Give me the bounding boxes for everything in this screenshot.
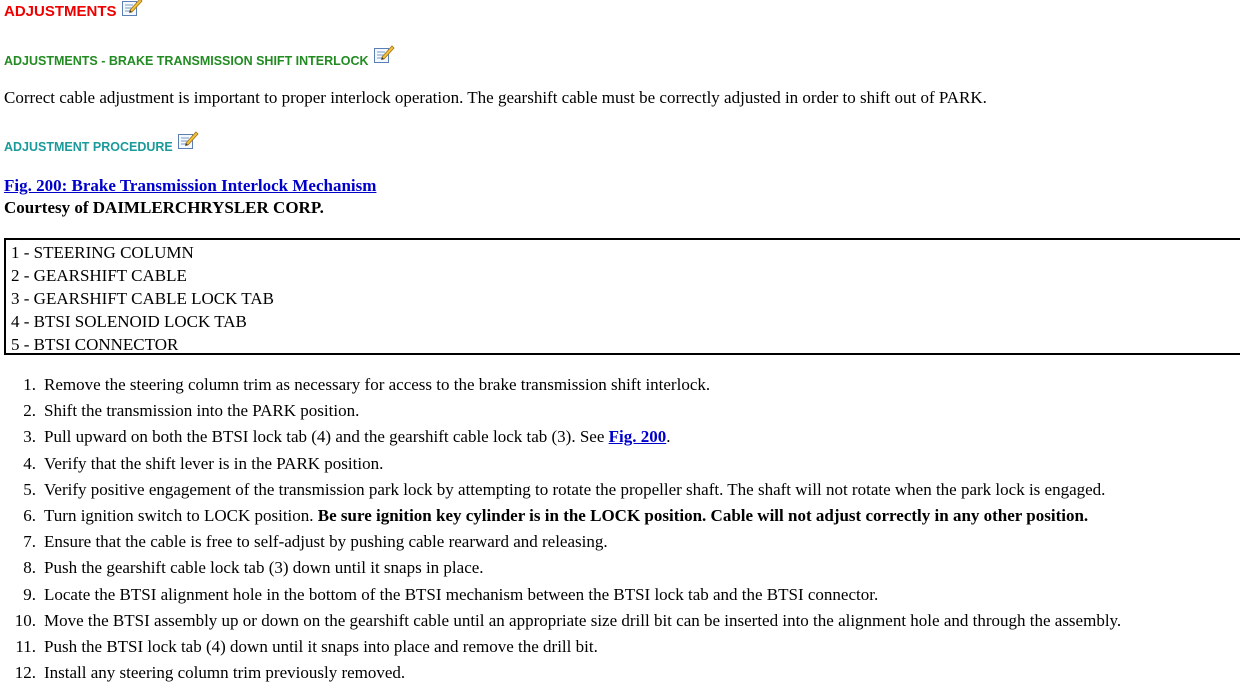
step-number: 12. bbox=[14, 663, 36, 682]
step-text: Remove the steering column trim as necessary for access to the brake transmission shift interlock. bbox=[44, 375, 711, 394]
step-number: 8. bbox=[23, 558, 36, 578]
step-text: Push the BTSI lock tab (4) down until it snaps into place and remove the drill bit. bbox=[44, 636, 598, 656]
step-warning: Be sure ignition key cylinder is in the LOCK position. Cable will not adjust correctly in any other position. bbox=[317, 505, 1089, 525]
intro-paragraph: Correct cable adjustment is important to proper interlock operation. The gearshift cable must be correctly adjusted in order to shift out of PARK. bbox=[4, 88, 987, 107]
step-text: Move the BTSI assembly up or down on the gearshift cable until an appropriate size drill bit can be inserted into the alignment hole and through the assembly. bbox=[44, 610, 1122, 630]
legend-item: 2 - GEARSHIFT CABLE bbox=[11, 266, 187, 285]
figure-link[interactable]: Fig. 200: Brake Transmission Interlock Mechanism bbox=[4, 176, 377, 195]
edit-notepad-icon[interactable] bbox=[121, 0, 143, 17]
step-text: Locate the BTSI alignment hole in the bottom of the BTSI mechanism between the BTSI lock tab and the BTSI connector. bbox=[44, 584, 879, 604]
main-heading-text: ADJUSTMENTS bbox=[4, 3, 117, 20]
step-number: 5. bbox=[23, 479, 36, 499]
section-heading bbox=[4, 44, 395, 68]
step-number: 4. bbox=[23, 453, 36, 473]
edit-notepad-icon[interactable] bbox=[177, 130, 199, 150]
step-text: Pull upward on both the BTSI lock tab (4) and the gearshift cable lock tab (3). See Fig. 200. bbox=[44, 427, 671, 447]
step-text: Ensure that the cable is free to self-adjust by pushing cable rearward and releasing. bbox=[44, 532, 608, 552]
step-number: 2. bbox=[23, 401, 36, 421]
step-number: 1. bbox=[23, 375, 36, 394]
step-number: 9. bbox=[23, 584, 36, 604]
legend-item: 4 - BTSI SOLENOID LOCK TAB bbox=[11, 312, 247, 331]
section-heading-text: ADJUSTMENTS - BRAKE TRANSMISSION SHIFT INTERLOCK bbox=[4, 54, 369, 68]
figure-courtesy: Courtesy of DAIMLERCHRYSLER CORP. bbox=[4, 198, 324, 217]
legend-item: 3 - GEARSHIFT CABLE LOCK TAB bbox=[11, 289, 274, 308]
step-number: 3. bbox=[23, 427, 36, 447]
step-text: Verify that the shift lever is in the PARK position. bbox=[44, 453, 384, 473]
step-text: Shift the transmission into the PARK position. bbox=[44, 401, 360, 421]
figure-legend-box bbox=[4, 238, 1240, 355]
legend-item: 1 - STEERING COLUMN bbox=[11, 243, 194, 262]
legend-item: 5 - BTSI CONNECTOR bbox=[11, 335, 179, 354]
step-number: 6. bbox=[23, 505, 36, 525]
procedure-heading-text: ADJUSTMENT PROCEDURE bbox=[4, 140, 173, 154]
figure-200-link[interactable]: Fig. 200 bbox=[608, 427, 667, 447]
step-number: 10. bbox=[14, 610, 36, 630]
step-number: 11. bbox=[15, 636, 36, 656]
step-text: Verify positive engagement of the transmission park lock by attempting to rotate the propeller shaft. The shaft will not rotate when the park lock is engaged. bbox=[44, 479, 1106, 499]
procedure-heading bbox=[4, 130, 199, 154]
main-heading bbox=[4, 3, 143, 20]
step-number: 7. bbox=[23, 532, 36, 552]
edit-notepad-icon[interactable] bbox=[373, 44, 395, 64]
step-text: Push the gearshift cable lock tab (3) down until it snaps in place. bbox=[44, 558, 484, 578]
step-text: Install any steering column trim previously removed. bbox=[44, 663, 406, 682]
step-text: Turn ignition switch to LOCK position. Be sure ignition key cylinder is in the LOCK position. Cable will not adjust correctly in any other position. bbox=[44, 505, 1089, 525]
